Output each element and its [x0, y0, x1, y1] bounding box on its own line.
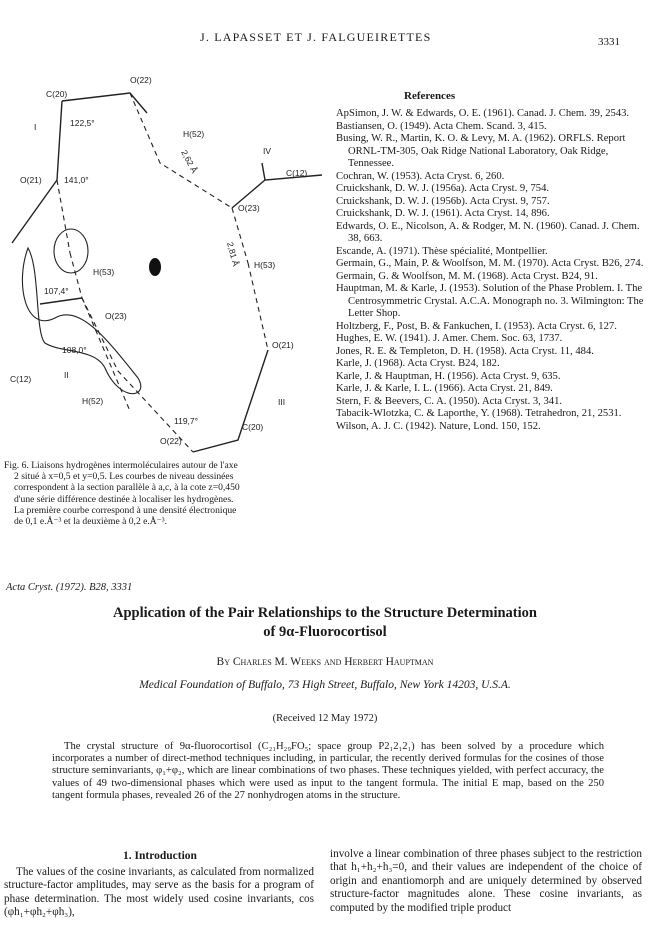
reference-item: Jones, R. E. & Templeton, D. H. (1958). Acta Cryst. 11, 484. — [336, 345, 594, 357]
label-angle-1074: 107,4° — [44, 286, 69, 296]
label-c20-bottom: C(20) — [242, 422, 264, 432]
label-h53-right: H(53) — [254, 260, 276, 270]
label-o21-left: O(21) — [20, 175, 42, 185]
reference-item: Karle, J. & Karle, I. L. (1966). Acta Cryst. 21, 849. — [336, 383, 553, 394]
hbond-o23-h52-o22 — [82, 298, 193, 452]
reference-item: Stern, F. & Beevers, C. A. (1950). Acta Cryst. 3, 341. — [336, 395, 563, 407]
label-roman-2: II — [64, 370, 69, 380]
reference-item: Germain, G. & Woolfson, M. M. (1968). Acta Cryst. B24, 91. — [336, 270, 598, 282]
caption-line: de 0,1 e.Å⁻³ et la deuxième à 0,2 e.Å⁻³. — [14, 516, 168, 528]
label-h52-top: H(52) — [183, 129, 205, 139]
caption-line: 2 situé à x=0,5 et y=0,5. Les courbes de niveau dessinées — [14, 471, 234, 483]
title-line-2: of 9α-Fluorocortisol — [263, 624, 387, 640]
label-angle-1225: 122,5° — [70, 118, 95, 128]
section-heading-introduction: 1. Introduction — [123, 850, 197, 862]
label-c20-top: C(20) — [46, 89, 68, 99]
bond-upper-right-down — [262, 163, 265, 180]
label-roman-1: I — [34, 122, 37, 132]
density-contour-inner — [54, 229, 88, 273]
reference-item: Bastiansen, O. (1949). Acta Chem. Scand. 3, 415. — [336, 120, 547, 132]
references-list — [336, 108, 648, 433]
article-title — [0, 604, 650, 642]
figure-caption — [4, 460, 326, 527]
intro-right-column: involve a linear combination of three phases subject to the restriction that h₁+h₂+h₃=0, and their values are independent of the choice of origin and enantiomorph and are uniquely determined by observed structure-factor magnitudes alone. These cosine invariants, as computed by the modified triple product — [330, 848, 642, 914]
bond-o21-left — [12, 180, 57, 243]
intro-left-column: The values of the cosine invariants, as calculated from normalized structure-factor amplitudes, may serve as the basis for a program of phase determination. The most widely used cosine invariants, cos (φh₁+φh₂+φh₃), — [4, 866, 314, 919]
label-dist-281: 2,81 Å — [225, 240, 242, 268]
received-date: (Received 12 May 1972) — [272, 713, 378, 724]
reference-item: Edwards, O. E., Nicolson, A. & Rodger, M. N. (1960). Canad. J. Chem. 38, 663. — [336, 220, 640, 244]
bond-o23-left — [40, 298, 82, 304]
reference-item: Germain, G., Main, P. & Woolfson, M. M. (1970). Acta Cryst. B26, 274. — [336, 258, 644, 269]
reference-item: Cruickshank, D. W. J. (1956a). Acta Cryst. 9, 754. — [336, 183, 550, 194]
hbond-h53-o21 — [248, 263, 268, 350]
page-number: 3331 — [598, 36, 620, 48]
references-heading: References — [404, 90, 456, 102]
reference-item: Karle, J. & Hauptman, H. (1956). Acta Cryst. 9, 635. — [336, 370, 561, 382]
label-o22-bottom: O(22) — [160, 436, 182, 446]
reference-item: Hauptman, M. & Karle, J. (1953). Solution of the Phase Problem. I. The Centrosymmetric Crystal. A.C.A. Monograph no. 3. Wilmington: The Letter Shop. — [336, 283, 644, 319]
label-roman-4: IV — [263, 146, 272, 156]
caption-line: Fig. 6. Liaisons hydrogènes intermoléculaires autour de l'axe — [4, 460, 238, 471]
label-angle-1197: 119,7° — [174, 416, 199, 426]
label-angle-1080: 108,0° — [62, 345, 87, 355]
caption-line: correspondent à la section parallèle à a,c, à la cote z=0,450 — [14, 482, 240, 494]
reference-item: Tabacik-Wlotzka, C. & Laporthe, Y. (1968). Tetrahedron, 21, 2531. — [336, 408, 622, 419]
reference-item: Escande, A. (1971). Thèse spécialité, Montpellier. — [336, 245, 548, 257]
caption-line: La première courbe correspond à une densité électronique — [14, 504, 237, 516]
label-o21-right: O(21) — [272, 340, 294, 350]
reference-item: Holtzberg, F., Post, B. & Fankuchen, I. (1953). Acta Cryst. 6, 127. — [336, 320, 617, 332]
bond-c20-o21-top — [57, 101, 62, 180]
reference-item: Cochran, W. (1953). Acta Cryst. 6, 260. — [336, 170, 505, 182]
hbond-o21-h53-left — [57, 180, 70, 253]
reference-item: Karle, J. (1968). Acta Cryst. B24, 182. — [336, 358, 500, 369]
label-roman-3: III — [278, 397, 286, 407]
article-authors: By Charles M. Weeks and Herbert Hauptman — [216, 656, 434, 668]
bond-lower-right — [193, 350, 268, 452]
label-h53-left: H(53) — [93, 267, 115, 277]
label-o23-left: O(23) — [105, 311, 127, 321]
article-affiliation: Medical Foundation of Buffalo, 73 High Street, Buffalo, New York 14203, U.S.A. — [139, 679, 511, 691]
reference-item: Busing, W. R., Martin, K. O. & Levy, M. A. (1962). ORFLS. Report ORNL-TM-305, Oak Ridge National Laboratory, Oak Ridge, Tennessee. — [336, 133, 626, 169]
running-title: J. LAPASSET ET J. FALGUEIRETTES — [200, 30, 432, 44]
reference-item: Wilson, A. J. C. (1942). Nature, Lond. 150, 152. — [336, 420, 541, 432]
label-c12-left: C(12) — [10, 374, 32, 384]
label-dist-262: 2,62 Å — [179, 148, 200, 175]
caption-line: d'une série différence destinée à localiser les hydrogènes. — [14, 493, 234, 505]
reference-item: Cruickshank, D. W. J. (1961). Acta Cryst. 14, 896. — [336, 208, 550, 219]
title-line-1: Application of the Pair Relationships to the Structure Determination — [113, 605, 537, 621]
label-c12-right: C(12) — [286, 168, 308, 178]
journal-citation: Acta Cryst. (1972). B28, 3331 — [6, 582, 133, 593]
label-angle-1410: 141,0° — [64, 175, 89, 185]
abstract: The crystal structure of 9α-fluorocortisol (C₂₁H₂₉FO₅; space group P2₁2₁2₁) has been solved by a procedure which incorporates a number of direct-method techniques including, in particular, the recently derived formulas for the cosines of those structure seminvariants, φ₁+φ₂, which are linear combinations of two phases. These techniques yielded, with perfect accuracy, the values of 49 two-dimensional phases which were used as input to the tangent formula. The initial E map, based on the 250 tangent formula phases, revealed 26 of the 27 nonhydrogen atoms in the structure. — [52, 741, 604, 801]
label-o23-right: O(23) — [238, 203, 260, 213]
label-o22-top: O(22) — [130, 75, 152, 85]
reference-item: Cruickshank, D. W. J. (1956b). Acta Cryst. 9, 757. — [336, 195, 550, 207]
hydrogen-bond-figure — [0, 68, 330, 458]
label-h52-bottom: H(52) — [82, 396, 104, 406]
reference-item: ApSimon, J. W. & Edwards, O. E. (1961). Canad. J. Chem. 39, 2543. — [336, 108, 630, 119]
reference-item: Hughes, E. W. (1941). J. Amer. Chem. Soc. 63, 1737. — [336, 333, 563, 344]
twofold-axis-marker — [149, 258, 161, 276]
